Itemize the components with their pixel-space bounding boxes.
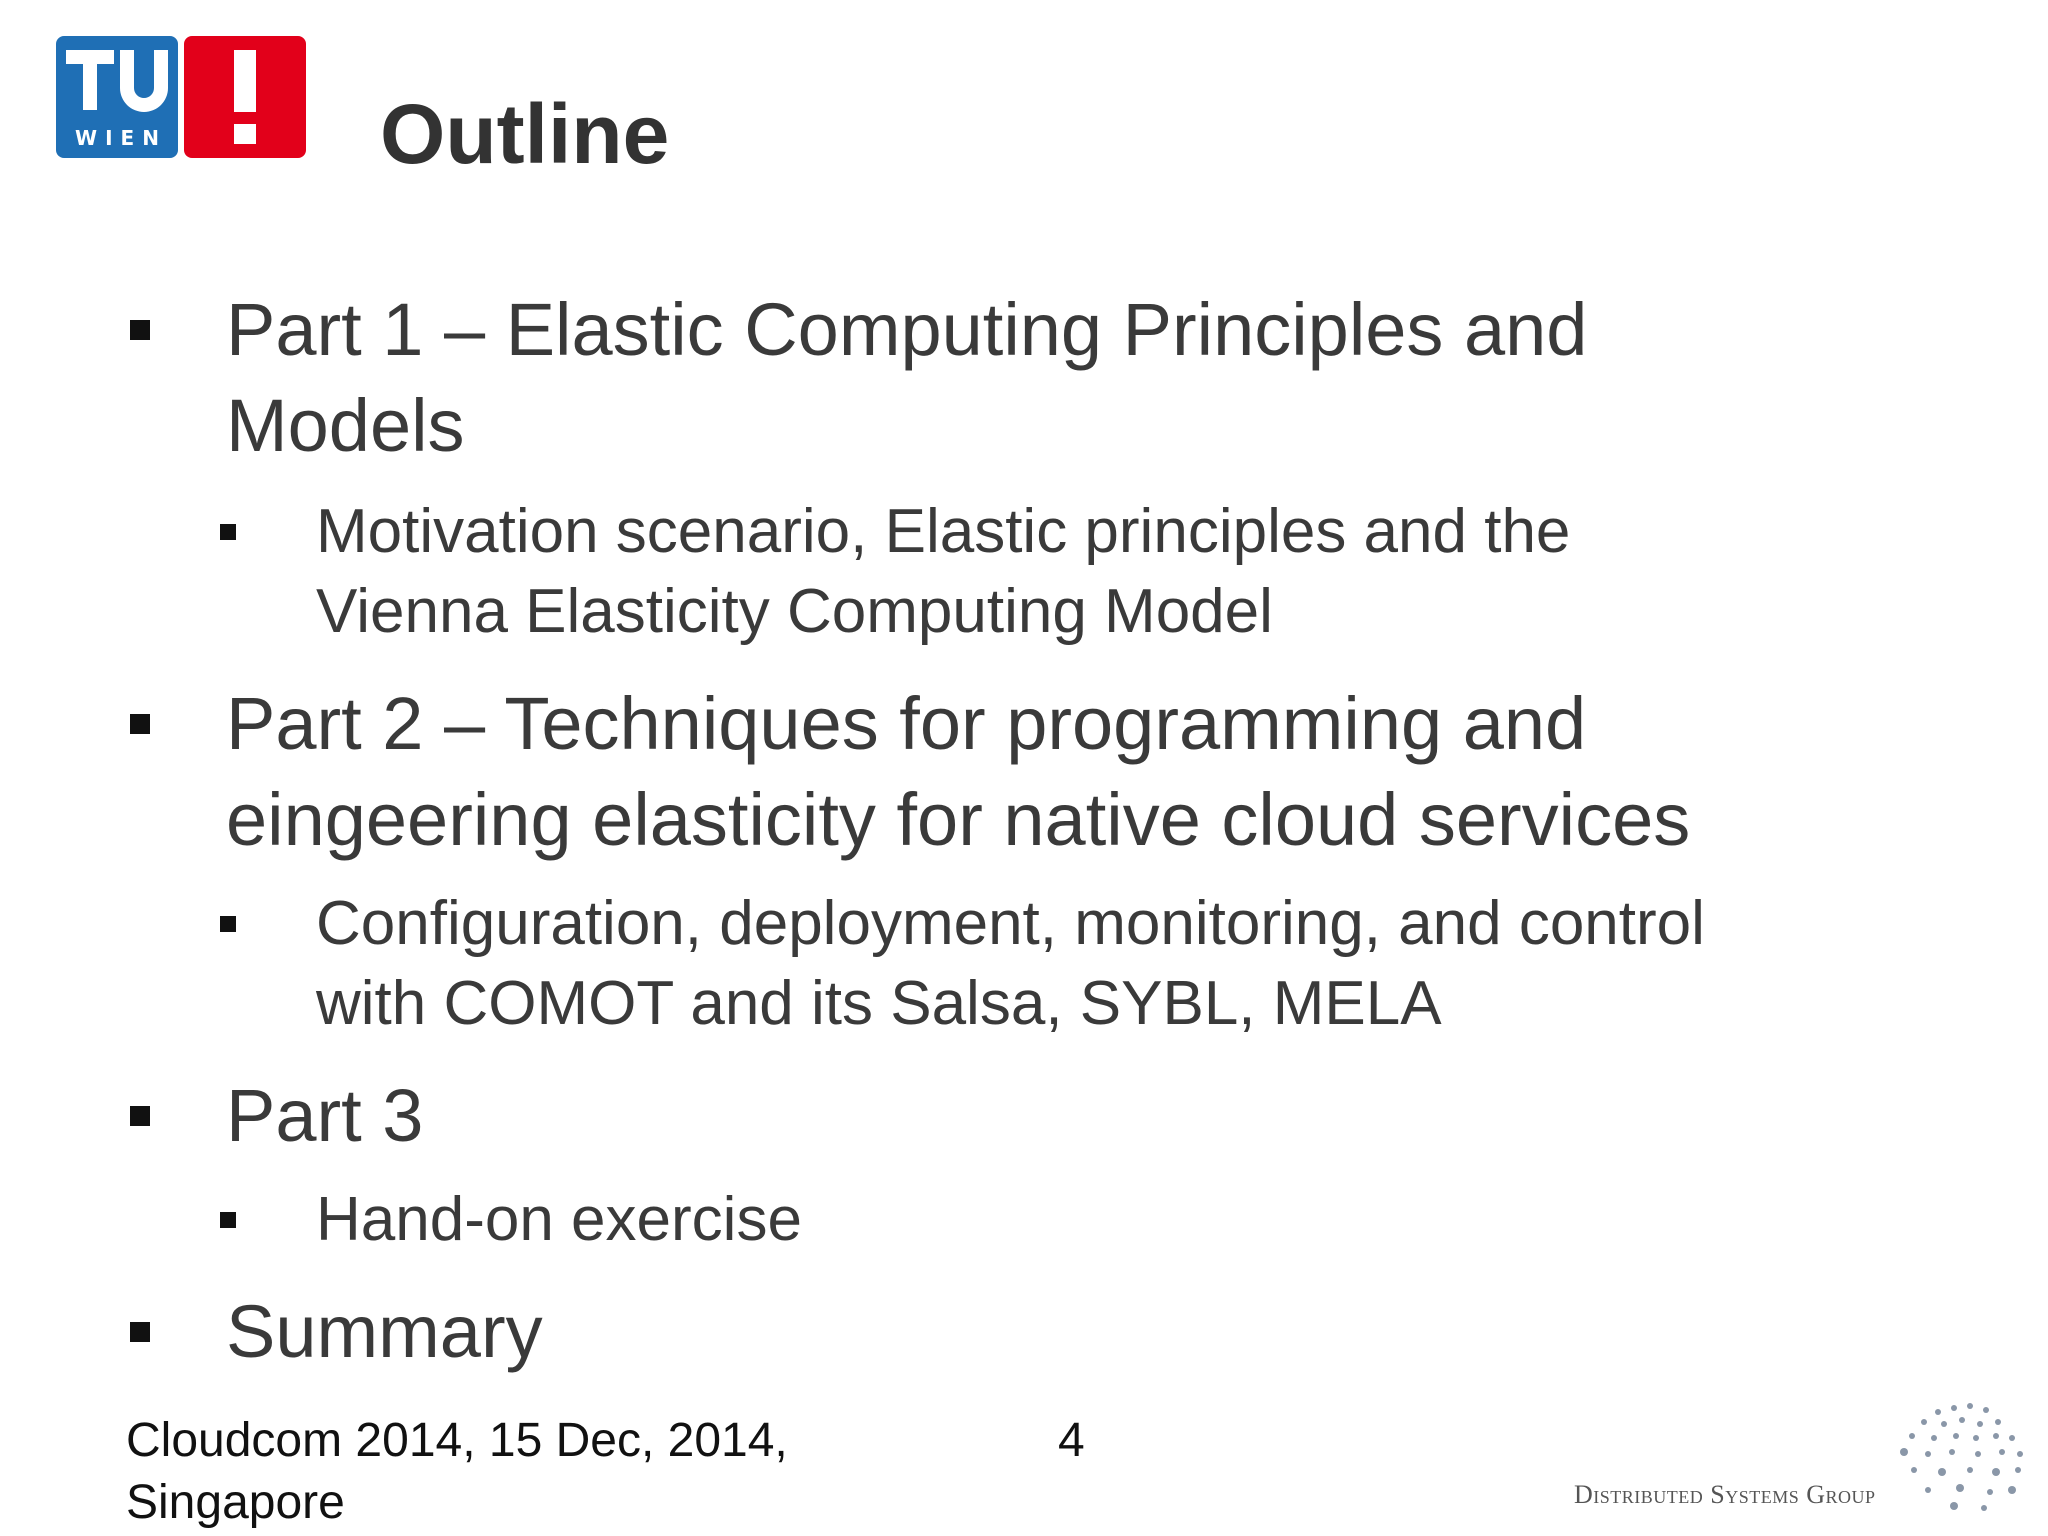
square-bullet-icon (130, 320, 150, 340)
tu-wien-logo (56, 36, 306, 158)
footer-event-line: Cloudcom 2014, 15 Dec, 2014, (126, 1414, 788, 1467)
square-bullet-icon (220, 524, 236, 540)
exclamation-icon (184, 36, 306, 158)
bullet-text-line: Part 1 – Elastic Computing Principles and (226, 288, 1588, 371)
square-bullet-icon (130, 714, 150, 734)
page-number: 4 (1058, 1414, 1085, 1467)
bullet-text-line: Part 2 – Techniques for programming and (226, 682, 1587, 765)
tu-logo-block (56, 36, 178, 158)
bullet-text-line: eingeering elasticity for native cloud services (226, 778, 1691, 861)
square-bullet-icon (220, 1212, 236, 1228)
square-bullet-icon (130, 1322, 150, 1342)
bullet-text-line: Motivation scenario, Elastic principles and the (316, 497, 1571, 566)
dot-cloud-icon (1874, 1400, 2034, 1520)
bullet-text-line: Hand-on exercise (316, 1185, 802, 1254)
bullet-text-line: with COMOT and its Salsa, SYBL, MELA (316, 969, 1442, 1038)
bullet-text-line: Summary (226, 1290, 543, 1373)
slide-title: Outline (380, 87, 670, 181)
bullet-text-line: Models (226, 384, 465, 467)
distributed-systems-group-logo (1574, 1400, 2014, 1520)
bullet-text-line: Part 3 (226, 1074, 424, 1157)
square-bullet-icon (220, 916, 236, 932)
bullet-text-line: Configuration, deployment, monitoring, and control (316, 889, 1705, 958)
square-bullet-icon (130, 1106, 150, 1126)
group-name: Distributed Systems Group (1574, 1480, 1876, 1509)
bullet-text-line: Vienna Elasticity Computing Model (316, 577, 1273, 646)
footer-event-line: Singapore (126, 1476, 345, 1529)
logo-wien-text: WIEN (75, 126, 167, 150)
footer-event (126, 1410, 788, 1534)
